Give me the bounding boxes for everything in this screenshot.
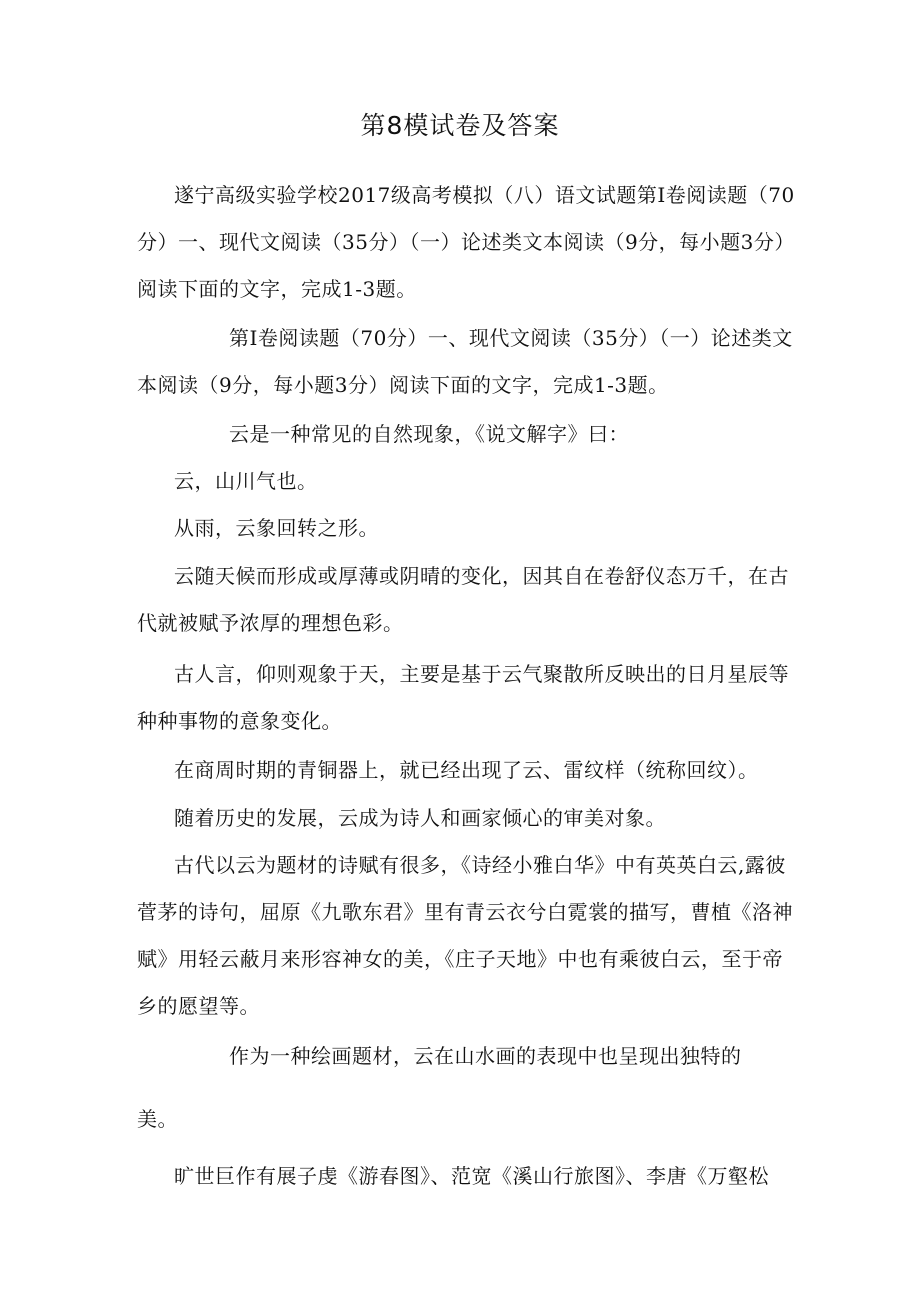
text-line: 乡的愿望等。 [137,994,260,1018]
paragraph-text [174,505,379,552]
text-line: 旷世巨作有展子虔《游春图》、范宽《溪山行旅图》、李唐《万壑松 [174,1164,769,1188]
text-line: 菅茅的诗句，屈原《九歌东君》里有青云衣兮白霓裳的描写，曹植《洛神 [137,900,793,924]
paragraph-text [137,651,789,745]
text-line: 第I卷阅读题（70分）一、现代文阅读（35分）（一）论述类文 [229,326,793,350]
paragraph-section-intro [137,315,793,409]
text-line: 从雨，云象回转之形。 [174,516,379,540]
paragraph-text [229,1033,742,1080]
text-line: 作为一种绘画题材，云在山水画的表现中也呈现出独特的 [229,1044,742,1068]
text-line: 古代以云为题材的诗赋有很多，《诗经小雅白华》中有英英白云,露彼 [174,853,786,877]
text-line: 代就被赋予浓厚的理想色彩。 [137,611,404,635]
paragraph-text [229,411,629,458]
paragraph-text [174,747,759,794]
text-line: 云是一种常见的自然现象，《说文解字》曰： [229,422,629,446]
text-line: 云随天候而形成或厚薄或阴晴的变化，因其自在卷舒仪态万千，在古 [174,564,789,588]
text-line: 随着历史的发展，云成为诗人和画家倾心的审美对象。 [174,806,666,830]
text-line: 云，山川气也。 [174,469,318,493]
text-line: 在商周时期的青铜器上，就已经出现了云、雷纹样（统称回纹）。 [174,758,759,782]
text-line: 种种事物的意象变化。 [137,709,342,733]
paragraph-text [174,458,318,505]
text-line: 本阅读（9分，每小题3分）阅读下面的文字，完成1-3题。 [137,373,669,397]
paragraph-text [137,553,789,647]
text-line: 赋》用轻云蔽月来形容神女的美，《庄子天地》中也有乘彼白云，至于帝 [137,947,783,971]
text-line: 阅读下面的文字，完成1-3题。 [137,277,417,301]
text-line: 古人言，仰则观象于天，主要是基于云气聚散所反映出的日月星辰等 [174,662,789,686]
paragraph-text [137,842,793,1030]
text-line: 遂宁高级实验学校2017级高考模拟（八）语文试题第I卷阅读题（70 [174,183,795,207]
paragraph-text [174,795,666,842]
text-line: 美。 [137,1107,178,1131]
paragraph-text [137,1096,178,1143]
paragraph-exam-header [137,172,795,313]
paragraph-text [174,1153,769,1200]
document-title: 第8模试卷及答案 [360,111,560,140]
text-line: 分）一、现代文阅读（35分）（一）论述类文本阅读（9分，每小题3分） [137,230,795,254]
